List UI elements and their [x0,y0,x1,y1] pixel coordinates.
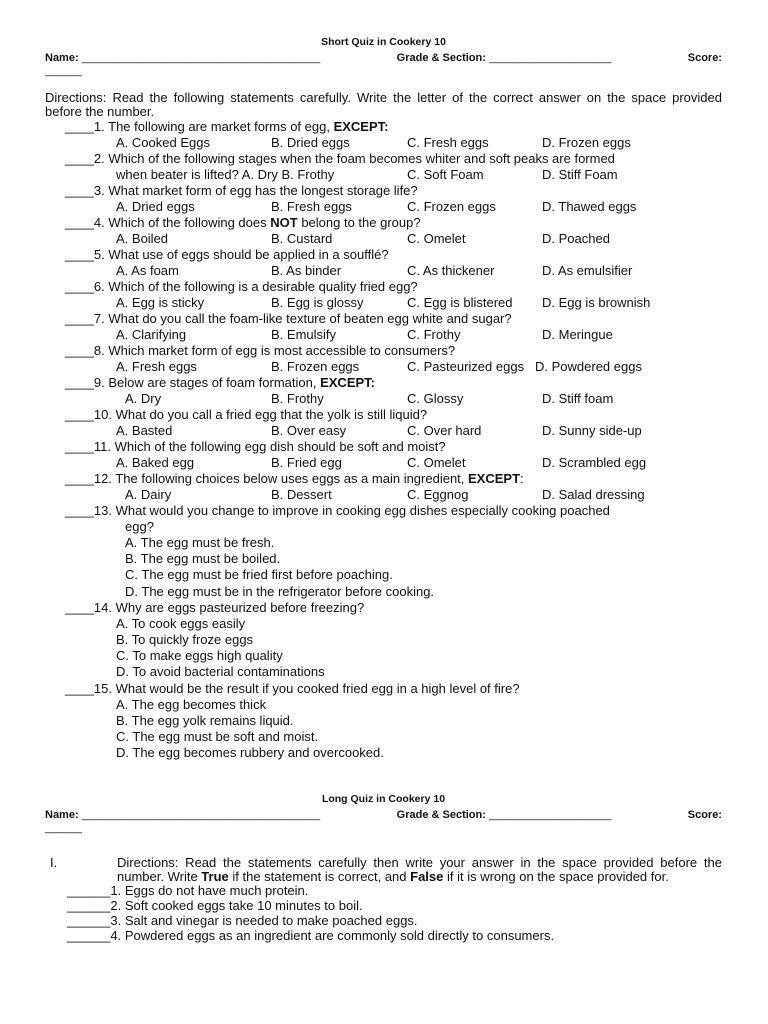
option-b: B. To quickly froze eggs [116,632,254,648]
question-14: ____14. Why are eggs pasteurized before freezing? A. To cook eggs easily B. To quickly froze eggs C. To make eggs high quality D. To avoid bacterial contaminations [45,600,722,681]
options-list [45,535,722,600]
true-false-list [45,884,722,943]
option-d: D. Stiff Foam [542,167,618,182]
option-b: B. As binder [271,263,342,278]
long-quiz-directions [45,856,722,884]
option-a: A. Dry [125,391,162,406]
short-quiz-directions: Directions: Read the following statements carefully. Write the letter of the correct answer on the space provided before the number. [45,90,722,119]
option-d: D. To avoid bacterial contaminations [116,664,325,680]
options-row [45,455,722,471]
option-b: B. Dried eggs [271,135,350,150]
question-11: ____11. Which of the following egg dish should be soft and moist? A. Baked egg B. Fried egg C. Omelet D. Scrambled egg [45,439,722,471]
option-a: A. Dairy [125,487,172,502]
option-d: D. Salad dressing [542,487,645,502]
options-list [45,697,722,762]
grade-blank: ____________________ [488,52,612,64]
question-3: ____3. What market form of egg has the longest storage life? A. Dried eggs B. Fresh eggs C. Frozen eggs D. Thawed eggs [45,183,722,215]
name-label: Name: [45,52,79,64]
option-a: A. Fresh eggs [116,359,197,374]
name-field [45,51,320,65]
document-page [45,36,722,943]
option-c: C. Eggnog [407,487,469,502]
options-row [45,167,722,183]
option-a: A. Baked egg [116,455,195,470]
option-a-b: when beater is lifted? A. Dry B. Frothy [116,167,335,182]
option-a: A. Cooked Eggs [116,135,210,150]
option-c: C. The egg must be fried first before poaching. [125,567,393,583]
question-1: ____1. The following are market forms of egg, EXCEPT: A. Cooked Eggs B. Dried eggs C. Fresh eggs D. Frozen eggs [45,119,722,151]
option-b: B. Fresh eggs [271,199,352,214]
grade-label: Grade & Section: [396,52,486,64]
option-d: D. Frozen eggs [542,135,631,150]
option-b: B. Egg is glossy [271,295,364,310]
option-d: D. Stiff foam [542,391,614,406]
option-a: A. Egg is sticky [116,295,205,310]
option-c: C. Omelet [407,231,466,246]
question-13: ____13. What would you change to improve in cooking egg dishes especially cooking poached egg? A. The egg must be fresh. B. The egg must be boiled. C. The egg must be fried first before poaching. D. The egg must be in the refrigerator before cooking. [45,503,722,600]
option-c: C. Frozen eggs [407,199,496,214]
options-row [45,295,722,311]
name-field [45,808,320,822]
option-a: A. The egg becomes thick [116,696,267,712]
option-d: D. The egg must be in the refrigerator before cooking. [125,583,435,599]
question-6: ____6. Which of the following is a desirable quality fried egg? A. Egg is sticky B. Egg is glossy C. Egg is blistered D. Egg is brownish [45,279,722,311]
option-c: C. Soft Foam [407,167,484,182]
question-12: ____12. The following choices below uses eggs as a main ingredient, EXCEPT: A. Dairy B. Dessert C. Eggnog D. Salad dressing [45,471,722,503]
option-b: B. The egg must be boiled. [125,551,281,567]
option-b: B. Emulsify [271,327,337,342]
option-d: D. Powdered eggs [535,359,642,374]
option-a: A. To cook eggs easily [116,615,246,631]
option-a: A. As foam [116,263,179,278]
question-list [45,119,722,761]
grade-label: Grade & Section: [396,809,486,822]
option-d: D. Egg is brownish [542,295,651,310]
name-blank: _______________________________________ [81,809,321,822]
option-b: B. Frothy [271,391,324,406]
option-b: B. Frozen eggs [271,359,360,374]
option-c: C. To make eggs high quality [116,648,283,664]
short-quiz-info-row [45,51,722,65]
option-a: A. Clarifying [116,327,187,342]
options-row [45,487,722,503]
score-blank: ______ [45,822,82,835]
options-row [45,231,722,247]
question-2: ____2. Which of the following stages when the foam becomes whiter and soft peaks are formed when beater is lifted? A. Dry B. Frothy C. Soft Foam D. Stiff Foam [45,151,722,183]
grade-blank: ____________________ [488,809,612,822]
question-8: ____8. Which market form of egg is most accessible to consumers? A. Fresh eggs B. Frozen eggs C. Pasteurized eggs D. Powdered eggs [45,343,722,375]
option-c: C. Glossy [407,391,464,406]
question-9: ____9. Below are stages of foam formation, EXCEPT: A. Dry B. Frothy C. Glossy D. Stiff foam [45,375,722,407]
tf-item-4: ______4. Powdered eggs as an ingredient are commonly sold directly to consumers. [67,927,555,943]
option-b: B. The egg yolk remains liquid. [116,712,294,728]
option-a: A. Dried eggs [116,199,195,214]
option-b: B. Over easy [271,423,347,438]
option-d: D. Meringue [542,327,613,342]
name-label: Name: [45,809,79,822]
option-b: B. Fried egg [271,455,342,470]
option-c: C. The egg must be soft and moist. [116,729,319,745]
tf-item-1: ______1. Eggs do not have much protein. [67,883,309,899]
question-7: ____7. What do you call the foam-like texture of beaten egg white and sugar? A. Clarifying B. Emulsify C. Frothy D. Meringue [45,311,722,343]
options-row [45,359,722,375]
long-quiz-title: Long Quiz in Cookery 10 [321,793,446,806]
section-numeral: I. [50,855,58,871]
grade-field [397,51,612,65]
tf-item-3: ______3. Salt and vinegar is needed to make poached eggs. [67,912,418,928]
options-row [45,391,722,407]
option-c: C. Pasteurized eggs [407,359,525,374]
options-row [45,263,722,279]
option-d: D. Scrambled egg [542,455,647,470]
question-5: ____5. What use of eggs should be applied in a soufflé? A. As foam B. As binder C. As thickener D. As emulsifier [45,247,722,279]
option-d: D. Sunny side-up [542,423,642,438]
score-label: Score: [687,809,722,822]
option-a: A. Boiled [116,231,169,246]
short-quiz-title: Short Quiz in Cookery 10 [321,36,446,48]
option-c: C. Fresh eggs [407,135,489,150]
long-quiz-info-row [45,808,722,822]
option-d: D. Thawed eggs [542,199,637,214]
question-4: ____4. Which of the following does NOT belong to the group? A. Boiled B. Custard C. Omelet D. Poached [45,215,722,247]
directions-text: Directions: Read the statements carefully then write your answer in the space provided before the number. Write True if the statement is correct, and False if it is wrong on the space provided for. [117,855,722,885]
option-d: D. The egg becomes rubbery and overcooked. [116,745,384,761]
option-c: C. Egg is blistered [407,295,513,310]
options-row [45,199,722,215]
question-10: ____10. What do you call a fried egg that the yolk is still liquid? A. Basted B. Over easy C. Over hard D. Sunny side-up [45,407,722,439]
question-15: ____15. What would be the result if you cooked fried egg in a high level of fire? A. The egg becomes thick B. The egg yolk remains liquid. C. The egg must be soft and moist. D. The egg becomes rubbery and overcooked. [45,681,722,762]
option-d: D. Poached [542,231,610,246]
options-list [45,616,722,681]
grade-field [397,808,612,822]
option-d: D. As emulsifier [542,263,633,278]
option-b: B. Custard [271,231,333,246]
tf-item-2: ______2. Soft cooked eggs take 10 minutes to boil. [67,898,363,914]
option-c: C. Frothy [407,327,461,342]
option-a: A. Basted [116,423,173,438]
option-c: C. Omelet [407,455,466,470]
name-blank: _______________________________________ [81,52,321,64]
score-label: Score: [687,52,722,64]
options-row [45,423,722,439]
options-row [45,135,722,151]
option-b: B. Dessert [271,487,332,502]
option-c: C. Over hard [407,423,482,438]
score-blank: ______ [45,65,82,77]
option-a: A. The egg must be fresh. [125,535,275,550]
option-c: C. As thickener [407,263,495,278]
options-row [45,327,722,343]
